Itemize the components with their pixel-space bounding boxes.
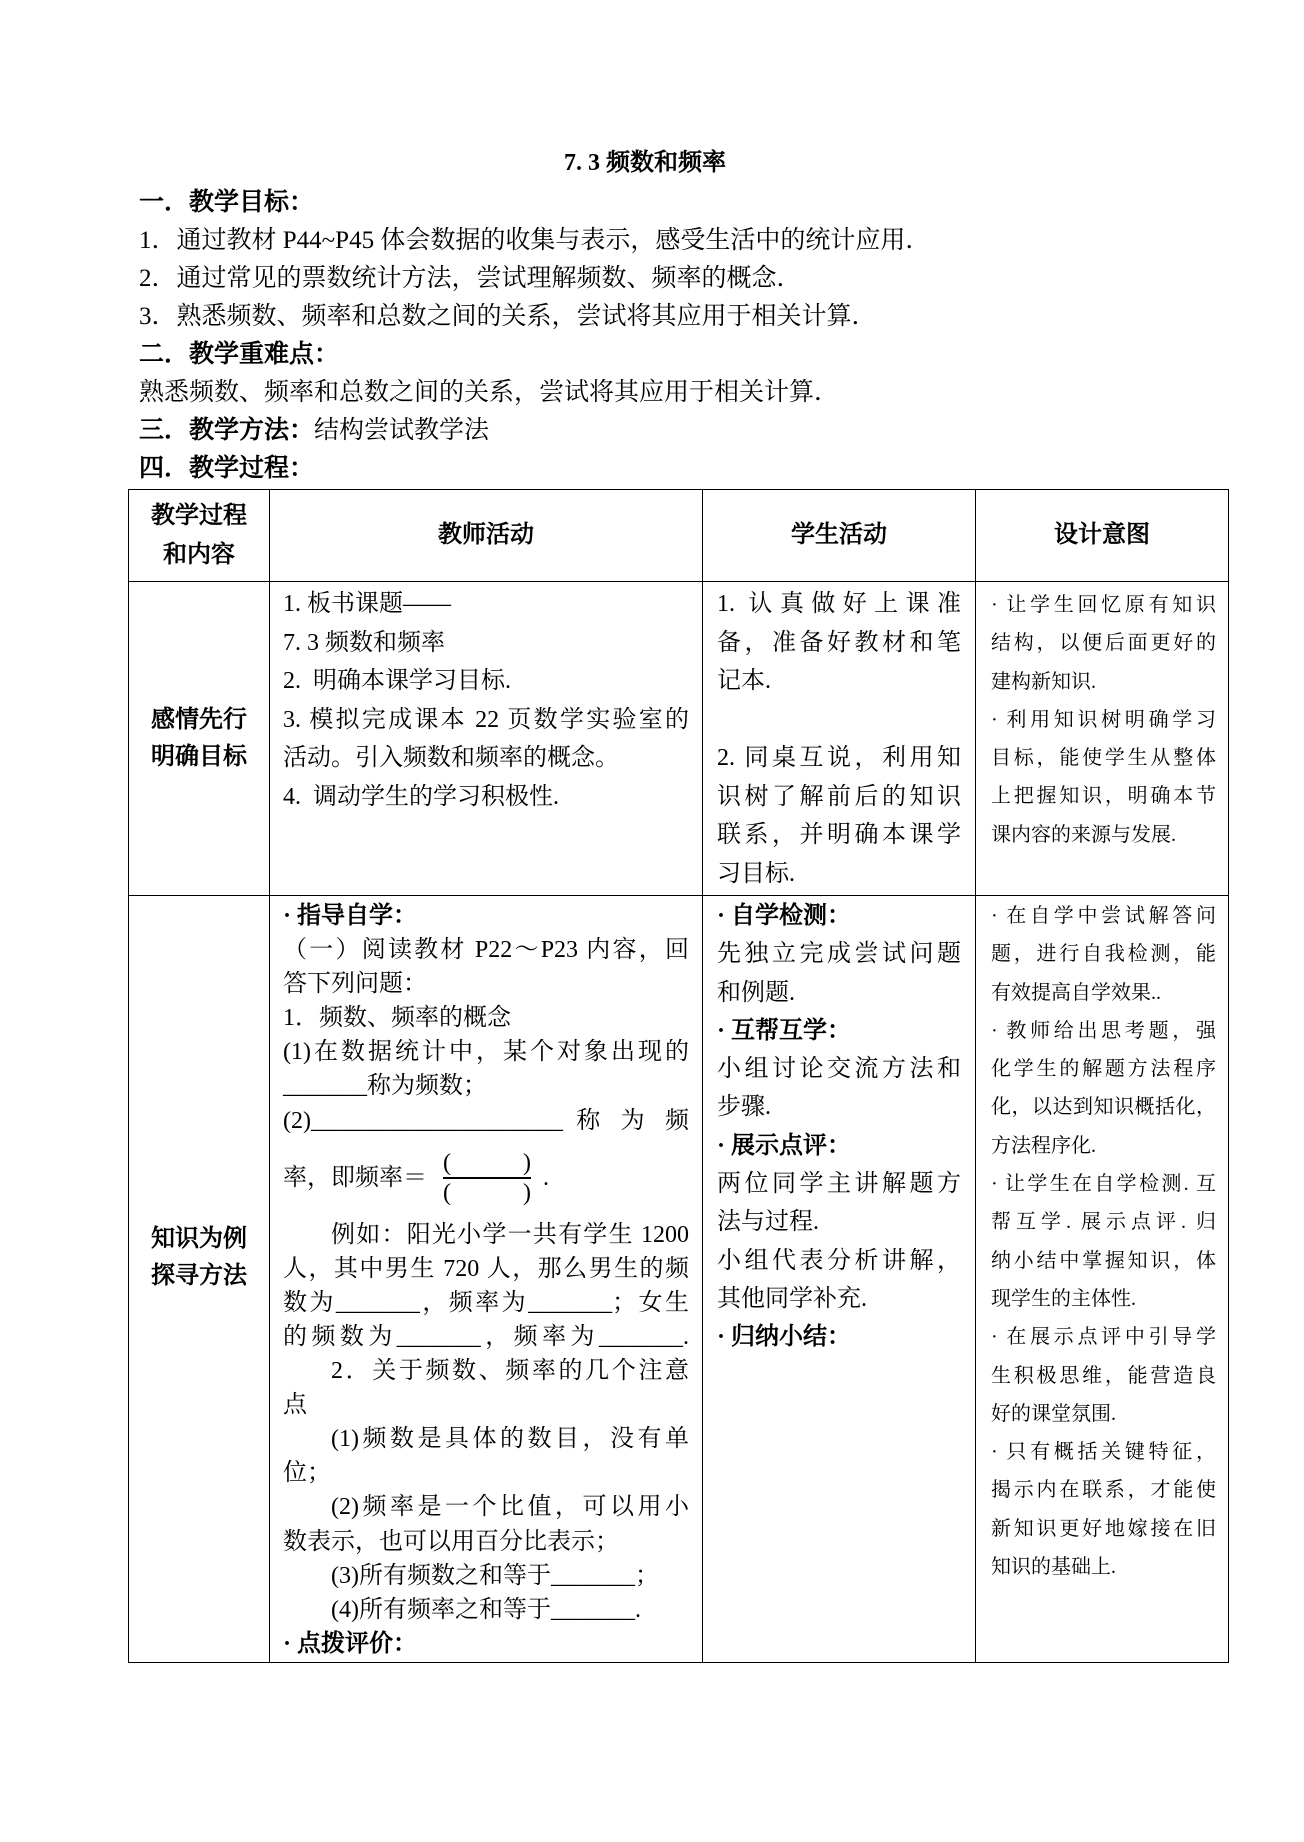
teacher-line: 人，其中男生 720 人，那么男生的频 — [283, 1255, 689, 1282]
student-line: 先独立完成尝试问题 — [717, 941, 961, 968]
teacher-line: (4)所有频率之和等于_______. — [331, 1596, 641, 1623]
teacher-line: 点 — [283, 1392, 307, 1419]
intent-line: · 让学生在自学检测. 互 — [991, 1173, 1216, 1196]
teacher-line: 2．关于频数、频率的几个注意 — [331, 1358, 689, 1385]
intent-line: 化学生的解题方法程序 — [991, 1058, 1216, 1081]
intent-line: 建构新知识. — [991, 670, 1096, 693]
intent-line: · 让学生回忆原有知识 — [991, 594, 1216, 616]
process-heading: 四．教学过程： — [139, 455, 315, 482]
formula-prefix: 率，即频率＝ — [283, 1164, 427, 1191]
teacher-line: (2)_____________________ 称 为 频 — [283, 1107, 689, 1134]
student-line: 小组讨论交流方法和 — [717, 1056, 961, 1083]
teacher-line: (1)在数据统计中，某个对象出现的 — [283, 1039, 689, 1066]
teacher-line: 位； — [283, 1460, 331, 1487]
teacher-line: 例如：阳光小学一共有学生 1200 — [331, 1221, 689, 1248]
frequency-formula-line — [283, 1138, 689, 1218]
intro-section — [139, 184, 1229, 488]
method-text: 结构尝试教学法 — [314, 417, 490, 444]
intent-line: 化，以达到知识概括化， — [991, 1096, 1216, 1119]
process-table — [128, 489, 1229, 1663]
header-stage-line: 和内容 — [163, 541, 235, 568]
teacher-line: 1. 板书课题—— — [283, 591, 451, 617]
student-line: 两位同学主讲解题方 — [717, 1171, 961, 1198]
teacher-cell — [270, 582, 703, 896]
student-line: 习目标. — [717, 860, 795, 887]
student-subheading: · 互帮互学： — [717, 1017, 852, 1044]
teacher-line: 活动。引入频数和频率的概念。 — [283, 745, 619, 771]
teacher-line: （一）阅读教材 P22～P23 内容，回 — [283, 937, 689, 964]
header-student: 学生活动 — [703, 490, 976, 582]
objective-item: 2．通过常见的票数统计方法，尝试理解频数、频率的概念． — [139, 265, 802, 292]
stage-label-line: 知识为例 — [151, 1226, 247, 1252]
stage-cell — [129, 896, 270, 1663]
intent-line: · 利用知识树明确学习 — [991, 708, 1216, 731]
teacher-line: 的频数为_______，频率为_______. — [283, 1323, 689, 1350]
teacher-line: 答下列问题： — [283, 971, 427, 998]
teacher-line: (1)频数是具体的数目，没有单 — [331, 1426, 689, 1453]
key-points-heading: 二．教学重难点： — [139, 341, 340, 368]
objectives-heading: 一．教学目标： — [139, 189, 315, 216]
student-line: 1. 认真做好上课准 — [717, 591, 961, 617]
intent-line: 帮互学. 展示点评. 归 — [991, 1211, 1216, 1234]
teacher-line: 数为_______，频率为_______；女生 — [283, 1289, 689, 1316]
student-line: 备，准备好教材和笔 — [717, 629, 961, 656]
intent-line: 结构，以便后面更好的 — [991, 632, 1216, 655]
intent-line: · 教师给出思考题，强 — [991, 1019, 1216, 1042]
intent-line: 纳小结中掌握知识，体 — [991, 1249, 1216, 1272]
student-subheading: · 展示点评： — [717, 1132, 852, 1159]
teacher-line: 3. 模拟完成课本 22 页数学实验室的 — [283, 706, 689, 733]
teacher-line: (3)所有频数之和等于_______； — [331, 1562, 659, 1589]
fraction-numerator-blank: ( ) — [443, 1149, 531, 1179]
objective-item: 3．熟悉频数、频率和总数之间的关系，尝试将其应用于相关计算． — [139, 303, 877, 330]
student-cell — [703, 896, 976, 1663]
intent-line: 课内容的来源与发展. — [991, 823, 1176, 846]
intent-line: 现学生的主体性. — [991, 1287, 1136, 1310]
student-line: 法与过程. — [717, 1209, 819, 1236]
intent-line: 知识的基础上. — [991, 1556, 1116, 1579]
method-heading: 三．教学方法： — [139, 417, 315, 444]
intent-cell — [976, 582, 1229, 896]
fraction-denominator-blank: ( ) — [443, 1179, 531, 1206]
teacher-line: (2)频率是一个比值，可以用小 — [331, 1494, 689, 1521]
teacher-line: 4. 调动学生的学习积极性. — [283, 783, 559, 810]
student-line: 联系，并明确本课学 — [717, 822, 961, 848]
teacher-line: _______称为频数； — [283, 1073, 487, 1100]
intent-line: · 在自学中尝试解答问 — [991, 905, 1216, 927]
header-stage-line: 教学过程 — [151, 502, 247, 529]
teacher-line: 1．频数、频率的概念 — [283, 1005, 511, 1032]
objective-item: 1．通过教材 P44~P45 体会数据的收集与表示，感受生活中的统计应用． — [139, 227, 931, 254]
method-line — [139, 412, 1229, 450]
intent-line: 有效提高自学效果.. — [991, 981, 1161, 1004]
student-line: 和例题. — [717, 979, 795, 1006]
stage-label-line: 感情先行 — [151, 706, 247, 733]
header-teacher: 教师活动 — [270, 490, 703, 582]
intent-line: · 在展示点评中引导学 — [991, 1326, 1216, 1349]
student-cell — [703, 582, 976, 896]
student-subheading: · 归纳小结： — [717, 1324, 852, 1351]
student-line: 2. 同桌互说，利用知 — [717, 745, 961, 771]
student-subheading: · 自学检测： — [717, 903, 852, 929]
key-points-text: 熟悉频数、频率和总数之间的关系，尝试将其应用于相关计算． — [139, 379, 840, 406]
intent-line: 上把握知识，明确本节 — [991, 785, 1216, 808]
table-header-row — [129, 490, 1229, 582]
student-line: 识树了解前后的知识 — [717, 783, 961, 810]
intent-line: 方法程序化. — [991, 1134, 1096, 1157]
intent-cell — [976, 896, 1229, 1663]
intent-line: 目标，能使学生从整体 — [991, 747, 1216, 770]
table-row — [129, 896, 1229, 1663]
student-line: 其他同学补充. — [717, 1285, 867, 1312]
formula-fraction — [443, 1149, 531, 1207]
teacher-line: 2. 明确本课学习目标. — [283, 668, 511, 694]
teacher-cell — [270, 896, 703, 1663]
teacher-subheading: · 指导自学： — [283, 903, 418, 929]
intent-line: 新知识更好地嫁接在旧 — [991, 1517, 1216, 1540]
formula-suffix: . — [542, 1164, 549, 1191]
student-line: 步骤. — [717, 1094, 771, 1121]
table-row — [129, 582, 1229, 896]
teacher-line: 数表示，也可以用百分比表示； — [283, 1528, 619, 1555]
paragraph-gap — [717, 701, 961, 740]
intent-line: 题，进行自我检测，能 — [991, 943, 1216, 966]
document-title: 7. 3 频数和频率 — [564, 150, 726, 176]
student-line: 记本. — [717, 668, 771, 694]
intent-line: 揭示内在联系，才能使 — [991, 1479, 1216, 1502]
header-stage — [129, 490, 270, 582]
intent-line: 生积极思维，能营造良 — [991, 1364, 1216, 1387]
student-line: 小组代表分析讲解， — [717, 1247, 961, 1274]
teacher-subheading: · 点拨评价： — [283, 1630, 418, 1657]
stage-cell — [129, 582, 270, 896]
intent-line: · 只有概括关键特征， — [991, 1441, 1216, 1464]
intent-line: 好的课堂氛围. — [991, 1402, 1116, 1425]
stage-label-line: 探寻方法 — [151, 1263, 247, 1289]
teacher-line: 7. 3 频数和频率 — [283, 629, 445, 656]
stage-label-line: 明确目标 — [151, 743, 247, 770]
header-intent: 设计意图 — [976, 490, 1229, 582]
